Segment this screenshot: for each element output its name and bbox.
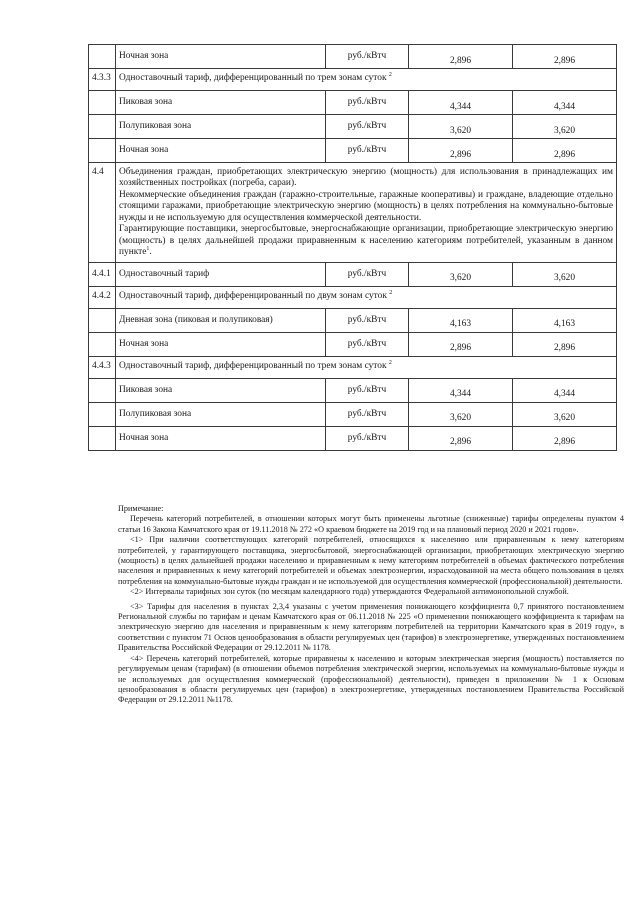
row-name: Дневная зона (пиковая и полупиковая)	[116, 308, 326, 332]
table-row	[89, 378, 617, 402]
row-name: Пиковая зона	[116, 378, 326, 402]
row-value-1: 2,896	[409, 45, 513, 69]
footnote-ref: 2	[388, 359, 392, 366]
table-section-row	[89, 163, 617, 263]
row-value-1: 2,896	[409, 426, 513, 450]
row-value-2: 3,620	[513, 115, 617, 139]
row-value-2: 2,896	[513, 426, 617, 450]
table-row	[89, 262, 617, 286]
row-value-1: 3,620	[409, 262, 513, 286]
row-value-2: 3,620	[513, 402, 617, 426]
row-unit: руб./кВтч	[326, 91, 409, 115]
row-value-2: 4,344	[513, 378, 617, 402]
row-number	[89, 45, 116, 69]
row-value-2: 2,896	[513, 139, 617, 163]
table-row	[89, 332, 617, 356]
row-name: Ночная зона	[116, 139, 326, 163]
row-value-1: 3,620	[409, 115, 513, 139]
footnote-ref: 1	[146, 246, 150, 253]
row-number: 4.4.2	[89, 286, 116, 308]
row-unit: руб./кВтч	[326, 262, 409, 286]
row-number: 4.3.3	[89, 69, 116, 91]
row-name: Одноставочный тариф	[116, 262, 326, 286]
table-row	[89, 426, 617, 450]
row-number	[89, 402, 116, 426]
row-name: Полупиковая зона	[116, 115, 326, 139]
description-paragraph: Объединения граждан, приобретающих электрическую энергию (мощность) для использования в принадлежащих им хозяйственных постройках (погреба, сараи).	[119, 167, 613, 189]
footnote-2: <2> Интервалы тарифных зон суток (по месяцам календарного года) утверждаются Федеральной антимонопольной службой.	[130, 587, 569, 597]
notes-section	[118, 504, 624, 706]
table-row	[89, 45, 617, 69]
footnote-ref: 2	[389, 289, 393, 296]
row-value-2: 2,896	[513, 45, 617, 69]
row-unit: руб./кВтч	[326, 426, 409, 450]
row-name: Ночная зона	[116, 426, 326, 450]
row-value-1: 2,896	[409, 139, 513, 163]
row-name: Ночная зона	[116, 45, 326, 69]
row-number	[89, 308, 116, 332]
table-section-row	[89, 69, 617, 91]
notes-intro: Перечень категорий потребителей, в отношении которых могут быть применены льготные (сниженные) тарифы определены пунктом 4 статьи 16 Закона Камчатского края от 19.11.2018 № 272 «О краевом бюджете на 2019 год и на плановый период 2020 и 2021 годов».	[118, 514, 624, 534]
row-unit: руб./кВтч	[326, 308, 409, 332]
table-row	[89, 91, 617, 115]
row-unit: руб./кВтч	[326, 115, 409, 139]
table-row	[89, 115, 617, 139]
row-value-1: 4,344	[409, 91, 513, 115]
row-name: Пиковая зона	[116, 91, 326, 115]
row-number: 4.4	[89, 163, 116, 263]
row-value-1: 4,163	[409, 308, 513, 332]
description-paragraph: Некоммерческие объединения граждан (гаражно-строительные, гаражные кооперативы) и граждане, владеющие отдельно стоящими гаражами, приобретающие электрическую энергию (мощность) в целях потребления на коммунально-бытовые нужды и не используемую для осуществления коммерческой деятельности.	[119, 189, 613, 223]
row-unit: руб./кВтч	[326, 332, 409, 356]
description-paragraph: Гарантирующие поставщики, энергосбытовые, энергоснабжающие организации, приобретающие электрическую энергию (мощность) в целях дальнейшей продажи приравненным к населению категориям потребителей, указанным в данном пункте$^1$.	[119, 224, 613, 258]
row-unit: руб./кВтч	[326, 402, 409, 426]
section-title: Одноставочный тариф, дифференцированный по трем зонам суток $^2$	[116, 356, 617, 378]
row-number: 4.4.1	[89, 262, 116, 286]
row-value-2: 3,620	[513, 262, 617, 286]
table-row	[89, 402, 617, 426]
row-number: 4.4.3	[89, 356, 116, 378]
footnote-4: <4> Перечень категорий потребителей, которые приравнены к населению и которым электрическая энергия (мощность) поставляется по регулируемым ценам (тарифам) (в отношении объемов потребления электрической энергии, используемых на коммунально-бытовые нужды и не используемых для осуществления коммерческой (профессиональной) деятельности), приведен в приложении № 1 к Основам ценообразования в области регулируемых цен (тарифов) в электроэнергетике, утвержденных постановлением Правительства Российской Федерации от 29.12.2011 №1178.	[118, 653, 624, 705]
table-row	[89, 308, 617, 332]
section-title: Одноставочный тариф, дифференцированный по двум зонам суток $^2$	[116, 286, 617, 308]
table-row	[89, 139, 617, 163]
row-name: Ночная зона	[116, 332, 326, 356]
table-section-row	[89, 286, 617, 308]
table-section-row	[89, 356, 617, 378]
row-number	[89, 426, 116, 450]
section-description	[116, 163, 617, 263]
row-value-1: 4,344	[409, 378, 513, 402]
row-name: Полупиковая зона	[116, 402, 326, 426]
footnote-3: <3> Тарифы для населения в пунктах 2,3,4 указаны с учетом применения понижающего коэффициента 0,7 принятого постановлением Региональной службы по тарифам и ценам Камчатского края от 06.11.2018 № 225 «О применении понижающего коэффициента к тарифам на электрическую энергию для населения и приравненным к нему категориям потребителей на территории Камчатского края в 2019 году», в соответствии с пунктом 71 Основ ценообразования в области регулируемых цен (тарифов) в электроэнергетике, утвержденных постановлением Правительства Российской Федерации от 29.12.2011 № 1178.	[118, 601, 624, 653]
row-number	[89, 378, 116, 402]
row-value-1: 3,620	[409, 402, 513, 426]
footnote-1: <1> При наличии соответствующих категорий потребителей, относящихся к населению или приравненным к нему категориям потребителей, у гарантирующего поставщика, энергосбытовой, энергоснабжающей организации, приобретающих электрическую энергию (мощность) в целях дальнейшей продажи населению и приравненным к нему категориям потребителей в объемах фактического потребления населения и приравненных к нему категорий потребителей и объемах электроэнергии, израсходованной на места общего пользования в целях потребления на коммунально-бытовые нужды граждан и не используемой для осуществления коммерческой (профессиональной) деятельности.	[118, 535, 624, 586]
row-number	[89, 332, 116, 356]
notes-title: Примечание:	[118, 504, 164, 513]
tariff-table	[88, 44, 617, 451]
row-number	[89, 115, 116, 139]
row-number	[89, 91, 116, 115]
row-value-2: 4,163	[513, 308, 617, 332]
section-title: Одноставочный тариф, дифференцированный по трем зонам суток $^2$	[116, 69, 617, 91]
row-value-2: 2,896	[513, 332, 617, 356]
row-number	[89, 139, 116, 163]
row-unit: руб./кВтч	[326, 139, 409, 163]
row-unit: руб./кВтч	[326, 378, 409, 402]
row-value-1: 2,896	[409, 332, 513, 356]
footnote-ref: 2	[388, 71, 392, 78]
row-value-2: 4,344	[513, 91, 617, 115]
row-unit: руб./кВтч	[326, 45, 409, 69]
